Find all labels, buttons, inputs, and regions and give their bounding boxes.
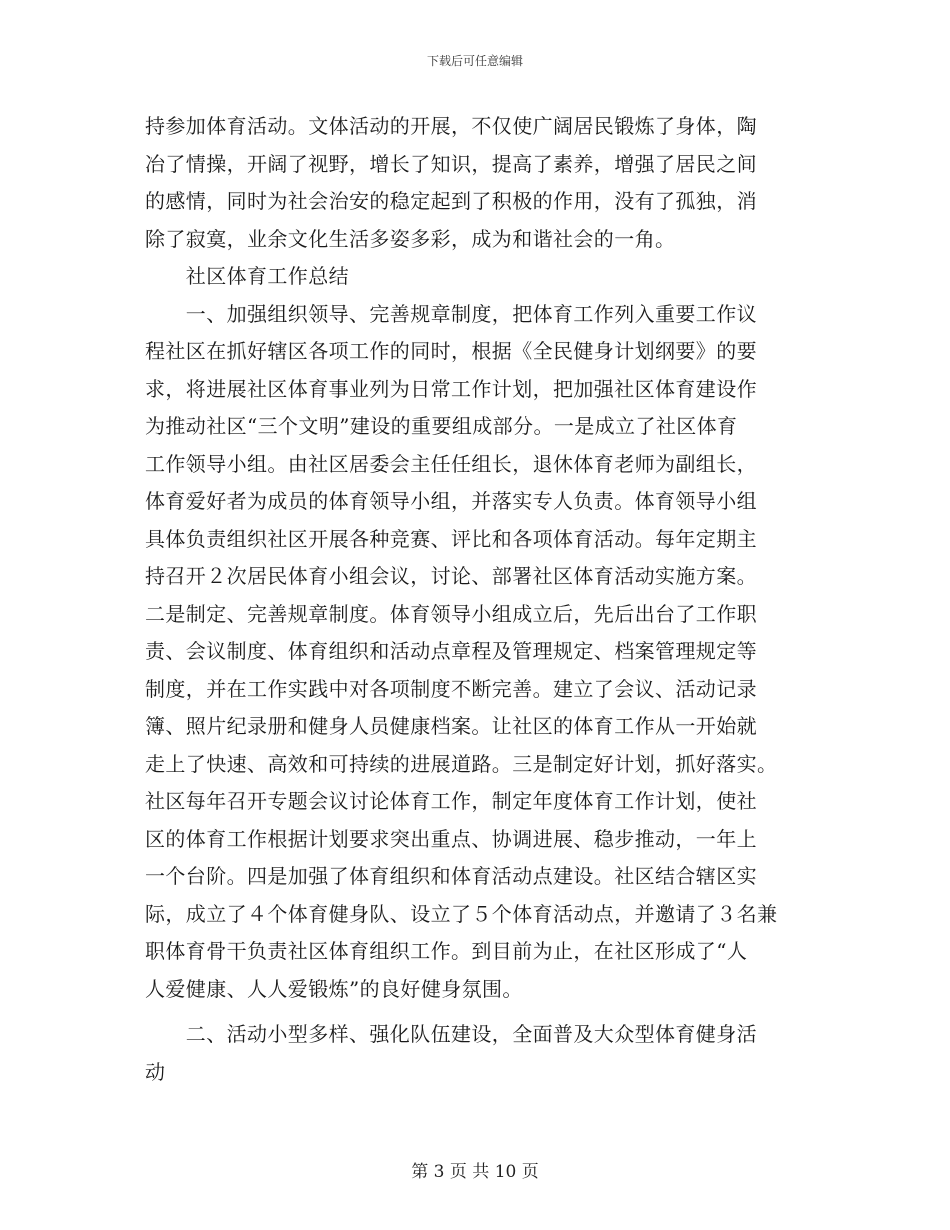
text-line: 一、加强组织领导、完善规章制度，把体育工作列入重要工作议 [145,301,757,326]
text-line: 冶了情操，开阔了视野，增长了知识，提高了素养，增强了居民之间 [145,151,757,176]
document-body [145,108,810,1091]
text-line: 际，成立了４个体育健身队、设立了５个体育活动点，并邀请了３名兼 [145,901,778,926]
text-line: 程社区在抓好辖区各项工作的同时，根据《全民健身计划纲要》的要 [145,339,757,363]
paragraph-gap [145,1008,810,1016]
text-line: 动 [145,1059,166,1084]
text-line: 人爱健康、人人爱锻炼”的良好健身氛围。 [145,976,523,1001]
text-line: 具体负责组织社区开展各种竞赛、评比和各项体育活动。每年定期主 [145,526,757,551]
text-line: 责、会议制度、体育组织和活动点章程及管理规定、档案管理规定等 [145,639,757,663]
text-line: 除了寂寞，业余文化生活多姿多彩，成为和谐社会的一角。 [145,226,676,251]
text-line: 为推动社区“三个文明”建设的重要组成部分。一是成立了社区体育 [145,414,738,438]
text-line: 社区每年召开专题会议讨论体育工作，制定年度体育工作计划，使社 [145,789,757,813]
text-line: 求，将进展社区体育事业列为日常工作计划，把加强社区体育建设作 [145,376,757,401]
page-header: 下载后可任意编辑 [426,54,523,68]
text-line: 一个台阶。四是加强了体育组织和体育活动点建设。社区结合辖区实 [145,864,757,888]
section-title: 社区体育工作总结 [145,264,349,288]
text-line: 工作领导小组。由社区居委会主任任组长，退休体育老师为副组长， [145,451,757,476]
section-title: 二、活动小型多样、强化队伍建设，全面普及大众型体育健身活 [145,1022,757,1046]
page-footer: 第 3 页 共 10 页 [411,1162,539,1182]
text-line: 持召开２次居民体育小组会议，讨论、部署社区体育活动实施方案。 [145,564,757,588]
text-line: 职体育骨干负责社区体育组织工作。到目前为止，在社区形成了“人 [145,939,748,963]
text-line: 簿、照片纪录册和健身人员健康档案。让社区的体育工作从一开始就 [145,714,757,738]
text-line: 持参加体育活动。文体活动的开展，不仅使广阔居民锻炼了身体，陶 [145,114,757,138]
text-line: 区的体育工作根据计划要求突出重点、协调进展、稳步推动，一年上 [145,826,757,851]
text-line: 的感情，同时为社会治安的稳定起到了积极的作用，没有了孤独，消 [145,189,757,213]
text-line: 二是制定、完善规章制度。体育领导小组成立后，先后出台了工作职 [145,601,757,626]
text-line: 制度，并在工作实践中对各项制度不断完善。建立了会议、活动记录 [145,676,757,701]
text-line: 体育爱好者为成员的体育领导小组，并落实专人负责。体育领导小组 [145,489,757,513]
text-line: 走上了快速、高效和可持续的进展道路。三是制定好计划，抓好落实。 [145,751,778,776]
